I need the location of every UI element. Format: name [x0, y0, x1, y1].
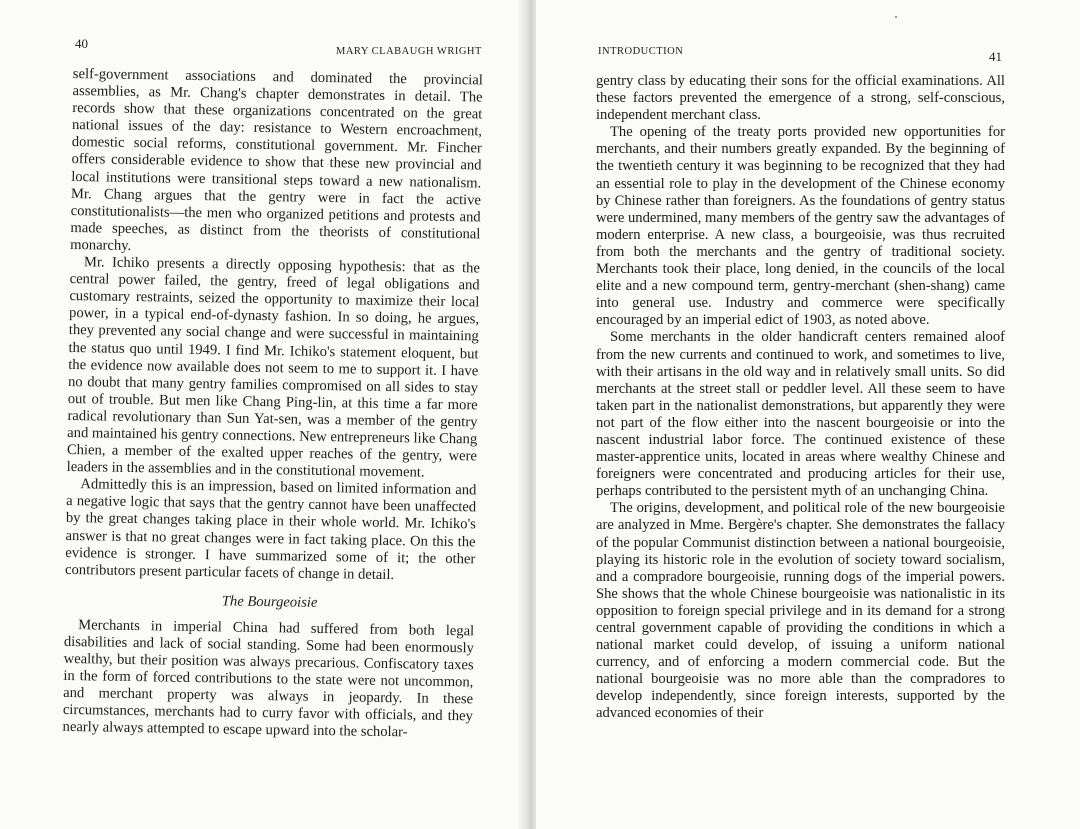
paper-speck — [895, 16, 897, 18]
left-page-number: 40 — [75, 36, 88, 51]
left-text-block — [62, 66, 482, 743]
left-paragraph: self-government associations and dominated the provincial assemblies, as Mr. Chang's chapter demonstrates in detail. The records show that these organizations concentrated on the great national issues of the day: resistance to Western encroachment, domestic social reforms, constitutional government. Mr. Fincher offers considerable evidence to show that these new provincial and local institutions were transitional steps toward a new nationalism. Mr. Chang argues that the gentry were in fact the active constitutionalists—the men who organized petitions and protests and made speeches, as distinct from the theorists of constitutional monarchy. — [70, 66, 483, 254]
right-paragraph: Some merchants in the older handicraft centers remained aloof from the new currents and continued to work, and sometimes to live, with their artisans in the old way and in relatively small units. So did merchants at the street stall or peddler level. All these seem to have taken part in the nationalist demonstrations, but apparently they were not part of the flow either into the nascent bourgeoisie or into the nascent industrial labor force. The continued existence of these master-apprentice units, located in areas where wealthy Chinese and foreigners were concentrated and producing articles for their use, perhaps contributed to the persistent myth of an unchanging China. — [596, 329, 1005, 500]
left-paragraph: Mr. Ichiko presents a directly opposing hypothesis: that as the central power failed, the gentry, freed of legal obligations and customary restraints, seized the opportunity to maximize their local power, in a typical end-of-dynasty fashion. In so doing, he argues, they prevented any social change and were successful in maintaining the status quo until 1949. I find Mr. Ichiko's statement eloquent, but the evidence now available does not seem to me to support it. I have no doubt that many gentry families compromised on all sides to stay out of trouble. But men like Chang Ping-lin, at this time a far more radical revolutionary than Sun Yat-sen, was a member of the gentry and maintained his gentry connections. New entrepreneurs like Chang Chien, a member of the exalted upper reaches of the gentry, were leaders in the assemblies and in the constitutional movement. — [66, 254, 480, 481]
section-heading: The Bourgeoisie — [221, 593, 318, 611]
right-running-head: INTRODUCTION — [598, 46, 684, 57]
left-page — [0, 0, 524, 829]
right-paragraph: gentry class by educating their sons for the official examinations. All these factors prevented the emergence of a strong, self-conscious, independent merchant class. — [596, 73, 1005, 124]
left-paragraph: Merchants in imperial China had suffered from both legal disabilities and lack of social standing. Some had been enormously wealthy, but their position was always precarious. Confiscatory taxes in the form of forced contributions to the state were not uncommon, and merchant property was always in jeopardy. In these circumstances, merchants had to curry favor with officials, and they nearly always attempted to escape upward into the scholar- — [62, 617, 475, 741]
right-paragraph: The opening of the treaty ports provided new opportunities for merchants, and their numbers greatly expanded. By the beginning of the twentieth century it was beginning to be recognized that they had an essential role to play in the development of the Chinese economy by Chinese rather than foreigners. As the foundations of gentry status were undermined, many members of the gentry saw the advantages of modern enterprise. A new class, a bourgeoisie, was thus recruited from both the merchants and the gentry of traditional society. Merchants took their place, long denied, in the councils of the local elite and a new compound term, gentry-merchant (shen-shang) came into general use. Industry and commerce were specifically encouraged by an imperial edict of 1903, as noted above. — [596, 124, 1005, 329]
right-page-number: 41 — [989, 49, 1002, 64]
left-paragraph: Admittedly this is an impression, based on limited information and a negative logic that says that the gentry cannot have been unaffected by the great changes taking place in their whole world. Mr. Ichiko's answer is that no great changes were in fact taking place. On this the evidence is stronger. I have summarized some of it; the other contributors present particular facets of change in detail. — [64, 476, 477, 583]
right-paragraph: The origins, development, and political role of the new bourgeoisie are analyzed in Mme. Bergère's chapter. She demonstrates the fallacy of the popular Communist distinction between a national bourgeoisie, playing its historic role in the evolution of society toward socialism, and a compradore bourgeoisie, running dogs of the imperial powers. She shows that the whole Chinese bourgeoisie was nationalistic in its opposition to foreign special privilege and in its demand for a strong central government capable of providing the conditions in which a national market could develop, of issuing a uniform national currency, and of enforcing a modern commercial code. But the national bourgeoisie was no more able than the compradores to develop independently, since foreign interests, supported by the advanced economies of their — [596, 500, 1005, 722]
left-running-head: MARY CLABAUGH WRIGHT — [336, 46, 482, 57]
right-text-block — [596, 73, 1005, 723]
